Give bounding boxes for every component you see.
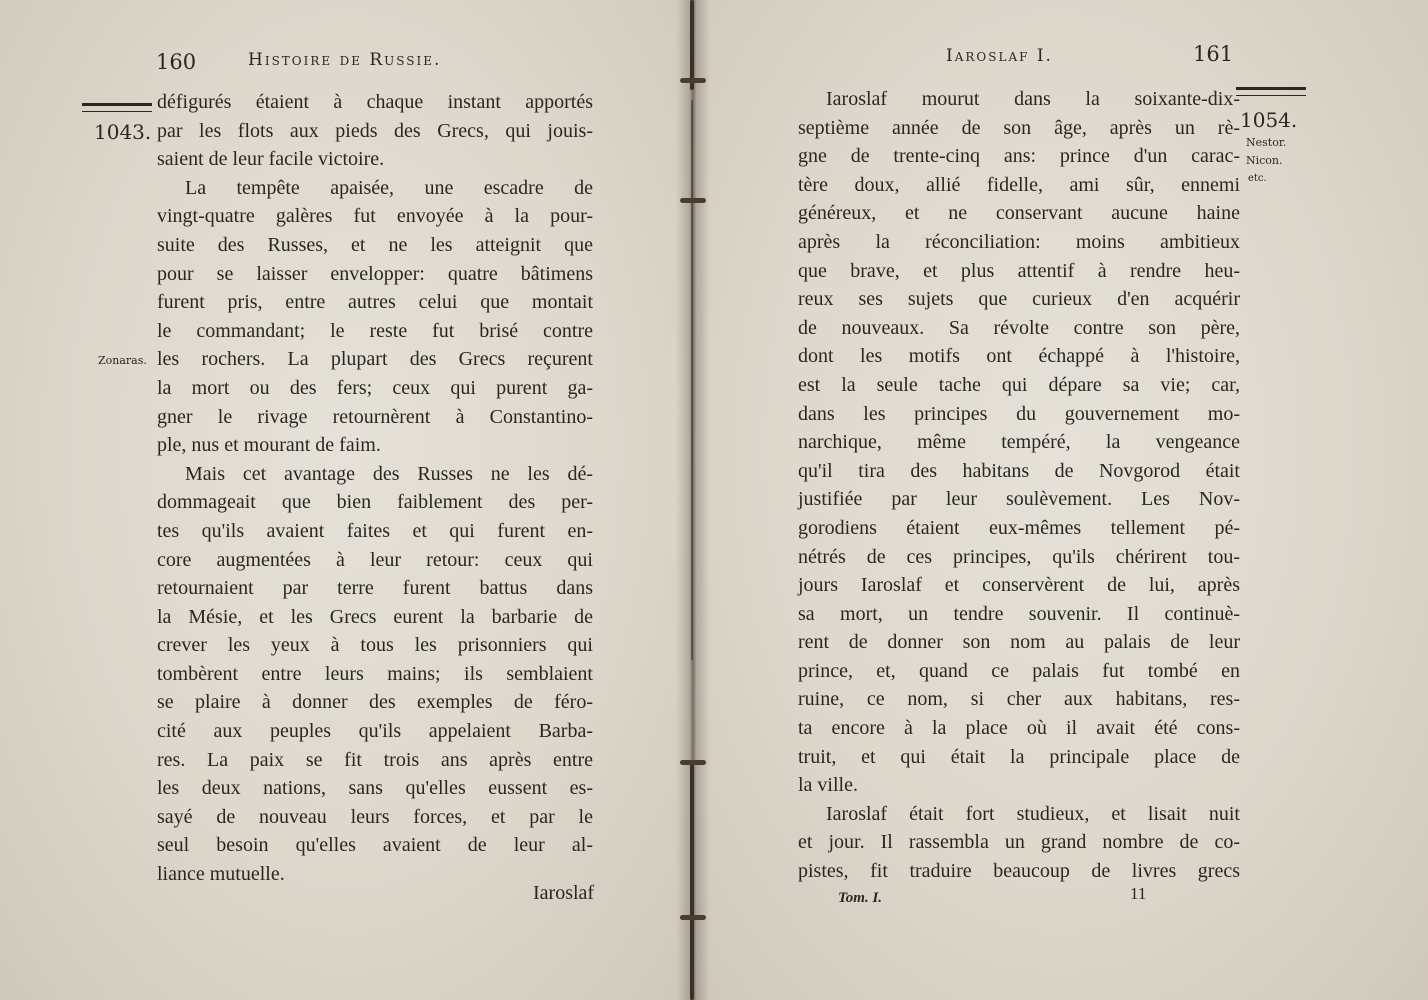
text-line: sa mort, un tendre souvenir. Il continuè- [798, 602, 1240, 625]
text-line: ple, nus et mourant de faim. [157, 434, 381, 457]
text-line: par les flots aux pieds des Grecs, qui jouis- [157, 119, 593, 142]
text-line: rent de donner son nom au palais de leur [798, 631, 1240, 654]
text-line: qu'il tira des habitans de Novgorod était [798, 459, 1240, 482]
text-line: res. La paix se fit trois ans après entre [157, 748, 593, 771]
margin-year: 1054. [1240, 108, 1298, 132]
right-page [690, 0, 1428, 1000]
text-line: seul besoin qu'elles avaient de leur al- [157, 834, 593, 857]
text-line: la Mésie, et les Grecs eurent la barbarie de [157, 605, 593, 628]
margin-source: Zonaras. [98, 354, 147, 367]
body-text [157, 88, 593, 889]
text-line: cité aux peuples qu'ils appelaient Barba- [157, 720, 593, 743]
text-line: après la réconciliation: moins ambitieux [798, 230, 1240, 253]
margin-year: 1043. [94, 120, 152, 144]
text-line: dommageait que bien faiblement des per- [157, 491, 593, 514]
margin-rule [82, 111, 152, 112]
text-line: de nouveaux. Sa révolte contre son père, [798, 316, 1240, 339]
text-line: dans les principes du gouvernement mo- [798, 402, 1240, 425]
text-line: que brave, et plus attentif à rendre heu- [798, 259, 1240, 282]
text-line: Iaroslaf était fort studieux, et lisait nuit [826, 802, 1240, 825]
text-line: core augmentées à leur retour: ceux qui [157, 548, 593, 571]
margin-rule [82, 103, 152, 106]
text-line: liance mutuelle. [157, 863, 285, 886]
text-line: prince, et, quand ce palais fut tombé en [798, 659, 1240, 682]
margin-rule [1236, 95, 1306, 96]
margin-rule [1236, 87, 1306, 90]
text-line: gorodiens étaient eux-mêmes tellement pé- [798, 516, 1240, 539]
binding-stitch [680, 915, 706, 920]
text-line: tère doux, allié fidelle, ami sûr, ennemi [798, 173, 1240, 196]
binding-thread [690, 0, 694, 90]
text-line: la ville. [798, 774, 858, 797]
margin-source: Nestor. [1246, 136, 1287, 149]
text-line: pistes, fit traduire beaucoup de livres grecs [798, 860, 1240, 883]
binding-thread [690, 760, 694, 1000]
text-line: truit, et qui était la principale place de [798, 745, 1240, 768]
text-line: Iaroslaf mourut dans la soixante-dix- [826, 88, 1240, 110]
running-head: Histoire de Russie. [248, 50, 442, 70]
text-line: tombèrent entre leurs mains; ils semblaient [157, 662, 593, 685]
text-line: gner le rivage retournèrent à Constantino- [157, 405, 593, 428]
text-line: le commandant; le reste fut brisé contre [157, 319, 593, 342]
text-line: furent pris, entre autres celui que montait [157, 291, 593, 314]
page-number: 160 [156, 50, 197, 74]
text-line: suite des Russes, et ne les atteignit que [157, 233, 593, 256]
text-line: est la seule tache qui dépare sa vie; car, [798, 373, 1240, 396]
text-line: crever les yeux à tous les prisonniers qui [157, 634, 593, 657]
text-line: les deux nations, sans qu'elles eussent es- [157, 777, 593, 800]
body-text [798, 85, 1240, 886]
margin-source: etc. [1248, 173, 1267, 184]
text-line: se plaire à donner des exemples de féro- [157, 691, 593, 714]
binding-stitch [680, 78, 706, 83]
text-line: tes qu'ils avaient faites et qui furent en- [157, 519, 593, 542]
running-head: Iaroslaf I. [946, 46, 1053, 66]
text-line: nétrés de ces principes, qu'ils chérirent tou- [798, 545, 1240, 568]
text-line: pour se laisser envelopper: quatre bâtimens [157, 262, 593, 285]
left-page [0, 0, 690, 1000]
text-line: La tempête apaisée, une escadre de [185, 176, 593, 199]
text-line: ta encore à la place où il avait été cons- [798, 717, 1240, 740]
text-line: jours Iaroslaf et conservèrent de lui, après [798, 574, 1240, 597]
text-line: saient de leur facile victoire. [157, 148, 385, 171]
text-line: sayé de nouveau leurs forces, et par le [157, 805, 593, 828]
text-line: ruine, ce nom, si cher aux habitans, res- [798, 688, 1240, 711]
text-line: reux ses sujets que curieux d'en acquérir [798, 288, 1240, 311]
catchword: Iaroslaf [533, 882, 595, 904]
text-line: septième année de son âge, après un rè- [798, 116, 1240, 139]
text-line: vingt-quatre galères fut envoyée à la pour- [157, 205, 593, 228]
text-line: dont les motifs ont échappé à l'histoire, [798, 345, 1240, 368]
text-line: justifiée par leur soulèvement. Les Nov- [798, 488, 1240, 511]
binding-stitch [680, 198, 706, 203]
text-line: généreux, et ne conservant aucune haine [798, 202, 1240, 225]
text-line: retournaient par terre furent battus dans [157, 577, 593, 600]
binding-stitch [680, 760, 706, 765]
signature-number: 11 [1130, 884, 1147, 903]
binding-thread [691, 100, 693, 660]
text-line: narchique, même tempéré, la vengeance [798, 431, 1240, 454]
text-line: et jour. Il rassembla un grand nombre de co- [798, 831, 1240, 854]
signature-mark: Tom. I. [838, 890, 883, 906]
text-line: défigurés étaient à chaque instant apportés [157, 91, 593, 113]
text-line: gne de trente-cinq ans: prince d'un carac- [798, 145, 1240, 168]
text-line: la mort ou des fers; ceux qui purent ga- [157, 376, 593, 399]
text-line: Mais cet avantage des Russes ne les dé- [185, 462, 593, 485]
page-number: 161 [1193, 42, 1234, 66]
margin-source: Nicon. [1246, 154, 1283, 167]
text-line: les rochers. La plupart des Grecs reçurent [157, 348, 593, 371]
